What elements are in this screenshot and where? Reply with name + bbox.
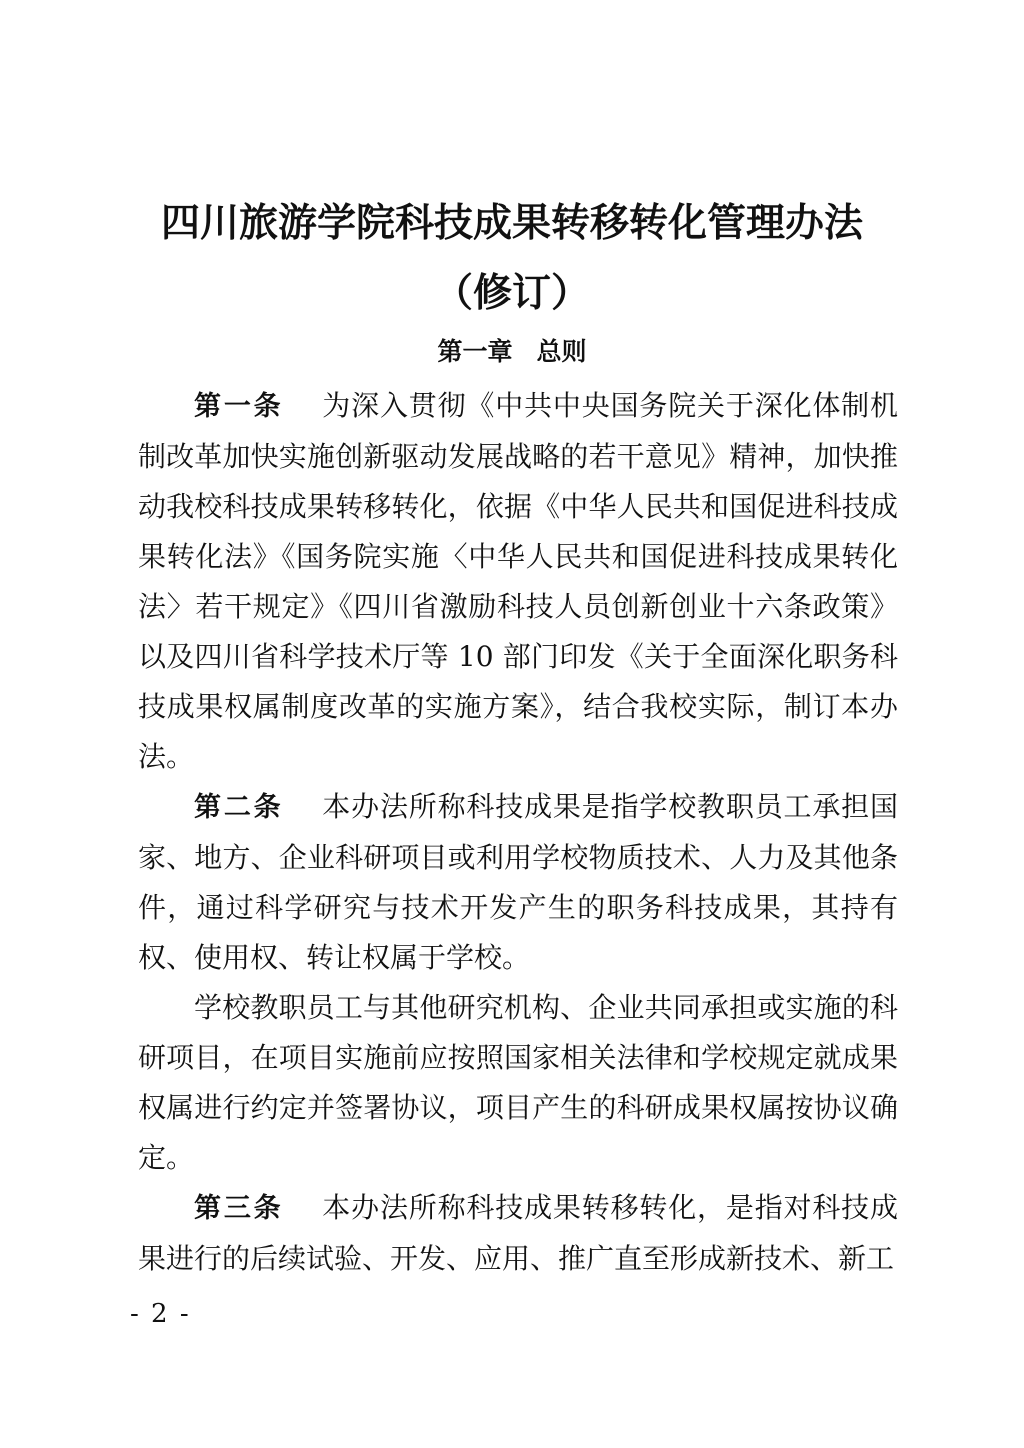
document-title: 四川旅游学院科技成果转移转化管理办法 — [160, 200, 863, 246]
article-1-paragraph — [138, 381, 898, 782]
article-2-paragraph — [138, 782, 898, 983]
article-3-text: 本办法所称科技成果转移转化，是指对科技成果进行的后续试验、开发、应用、推广直至形成新技术、新工 — [138, 1191, 898, 1275]
chapter-number: 第一章 — [437, 337, 513, 366]
article-2-heading: 第二条 — [194, 792, 284, 823]
chapter-heading — [0, 332, 1024, 372]
article-1-text: 为深入贯彻《中共中央国务院关于深化体制机制改革加快实施创新驱动发展战略的若干意见》精神，加快推动我校科技成果转移转化，依据《中华人民共和国促进科技成果转化法》《国务院实施〈中华人民共和国促进科技成果转化法〉若干规定》《四川省激励科技人员创新创业十六条政策》以及四川省科学技术厅等 10 部门印发《关于全面深化职务科技成果权属制度改革的实施方案》，结合我校实际，制订本办法。 — [138, 389, 898, 773]
article-2-continuation-paragraph — [138, 983, 898, 1183]
article-2-text: 本办法所称科技成果是指学校教职员工承担国家、地方、企业科研项目或利用学校物质技术、人力及其他条件，通过科学研究与技术开发产生的职务科技成果，其持有权、使用权、转让权属于学校。 — [138, 790, 898, 974]
article-3-paragraph — [138, 1183, 898, 1284]
document-subtitle: （修订） — [433, 270, 590, 316]
article-2-continuation-text: 学校教职员工与其他研究机构、企业共同承担或实施的科研项目，在项目实施前应按照国家相关法律和学校规定就成果权属进行约定并签署协议，项目产生的科研成果权属按协议确定。 — [138, 991, 898, 1174]
chapter-name: 总则 — [536, 337, 587, 366]
page-number: - 2 - — [130, 1299, 191, 1329]
article-1-heading: 第一条 — [194, 391, 284, 422]
document-body — [138, 381, 898, 1284]
article-3-heading: 第三条 — [194, 1193, 284, 1224]
